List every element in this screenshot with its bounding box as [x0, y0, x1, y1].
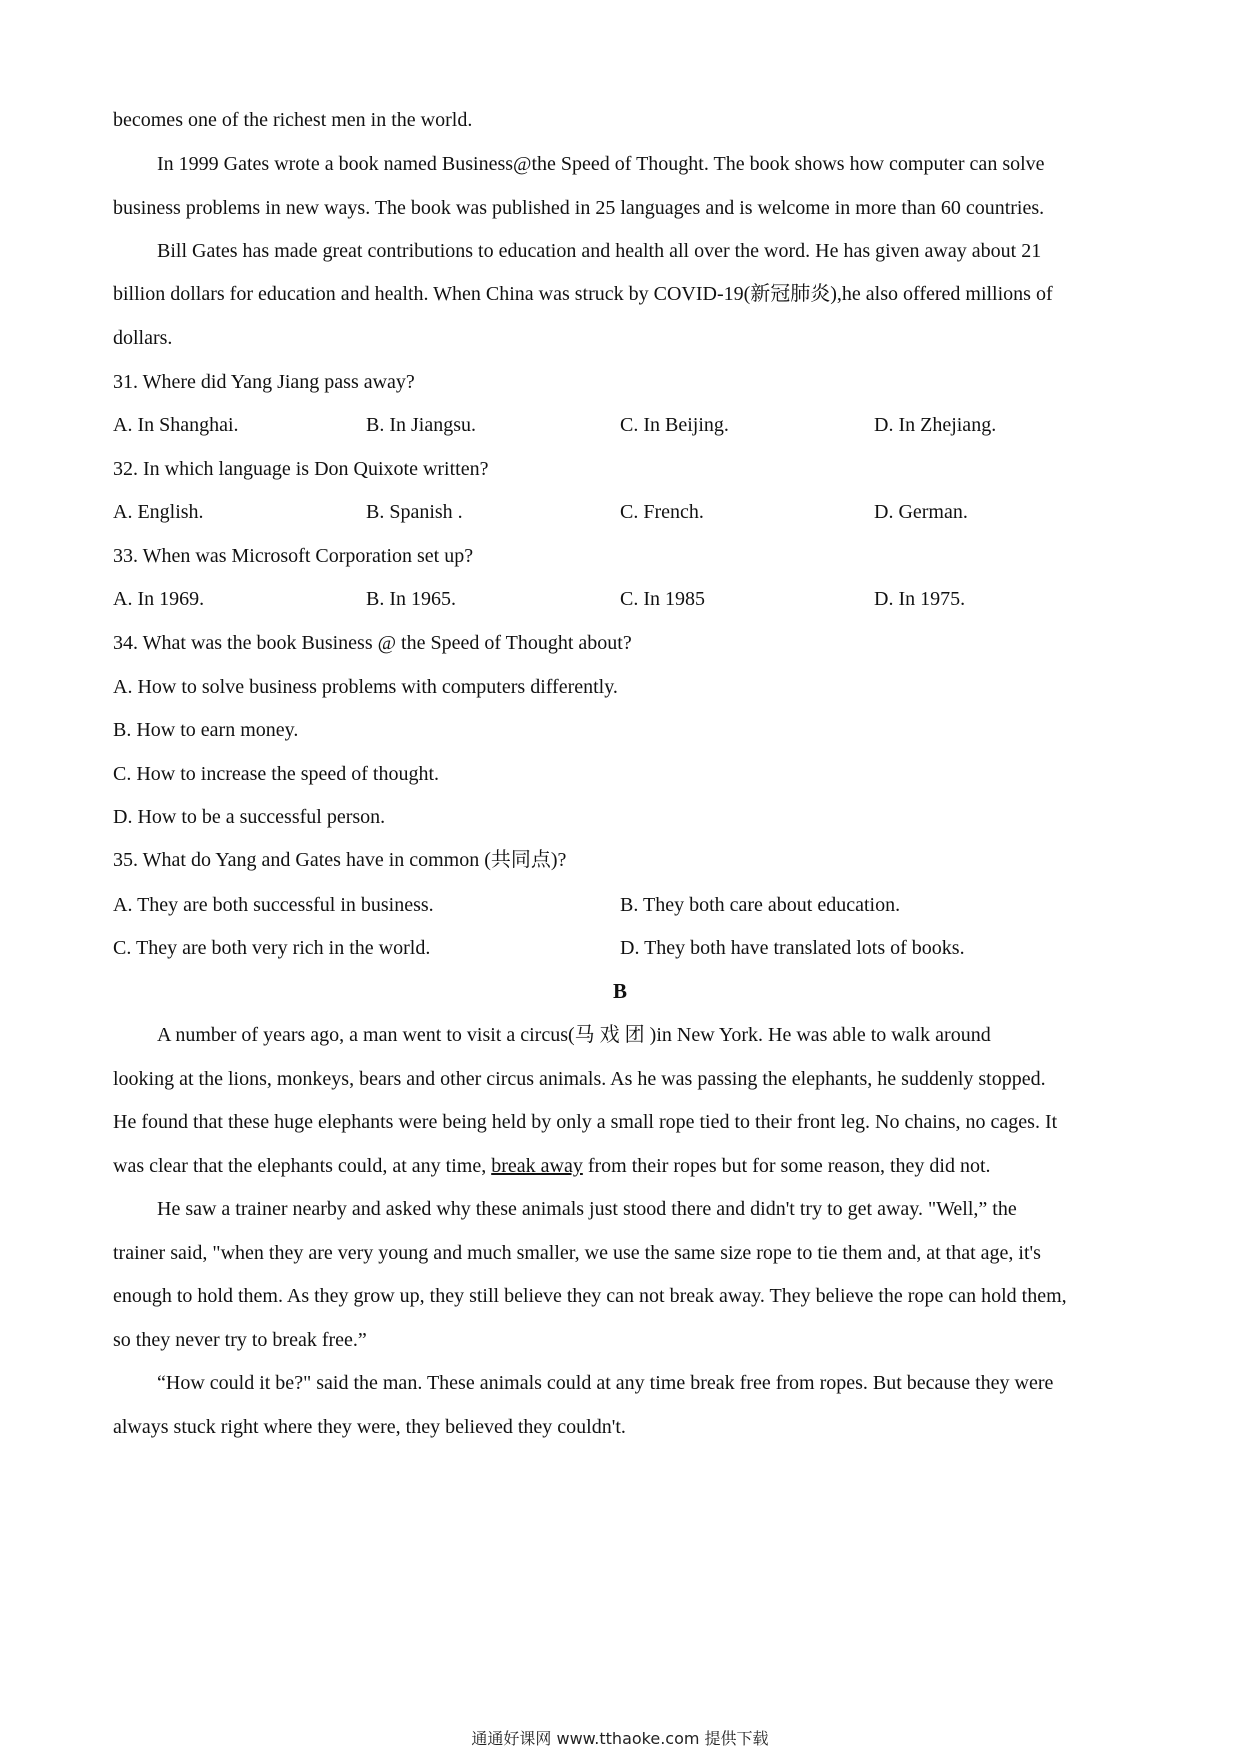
paragraph-line: [113, 1152, 1133, 1180]
option-32-b: B. Spanish .: [366, 501, 463, 523]
option-32-d: D. German.: [874, 501, 968, 523]
question-stem-35: 35. What do Yang and Gates have in common (共同点)?: [113, 849, 567, 871]
paragraph-line: In 1999 Gates wrote a book named Business@the Speed of Thought. The book shows how computer can solve: [157, 153, 1045, 175]
option-31-c: C. In Beijing.: [620, 414, 729, 436]
paragraph-line: business problems in new ways. The book was published in 25 languages and is welcome in more than 60 countries.: [113, 197, 1045, 219]
paragraph-line: looking at the lions, monkeys, bears and other circus animals. As he was passing the elephants, he suddenly stopped.: [113, 1068, 1046, 1090]
paragraph-line: trainer said, "when they are very young and much smaller, we use the same size rope to tie them and, at that age, it's: [113, 1242, 1041, 1264]
option-35-a: A. They are both successful in business.: [113, 894, 434, 916]
option-33-a: A. In 1969.: [113, 588, 205, 610]
option-33-b: B. In 1965.: [366, 588, 456, 610]
option-33-d: D. In 1975.: [874, 588, 966, 610]
option-31-d: D. In Zhejiang.: [874, 414, 997, 436]
paragraph-line: billion dollars for education and health. When China was struck by COVID-19(新冠肺炎),he also offered millions of: [113, 283, 1053, 305]
paragraph-line: A number of years ago, a man went to visit a circus(马 戏 团 )in New York. He was able to walk around: [157, 1024, 991, 1046]
page-footer: 通通好课网 www.tthaoke.com 提供下载: [471, 1729, 769, 1748]
option-34-b: B. How to earn money.: [113, 719, 299, 741]
option-33-c: C. In 1985: [620, 588, 705, 610]
paragraph-line: dollars.: [113, 327, 173, 349]
paragraph-line: always stuck right where they were, they believed they couldn't.: [113, 1416, 626, 1438]
paragraph-line: enough to hold them. As they grow up, they still believe they can not break away. They believe the rope can hold them,: [113, 1285, 1067, 1307]
text-run: was clear that the elephants could, at any time,: [113, 1155, 492, 1177]
section-title: B: [612, 979, 627, 1003]
option-34-a: A. How to solve business problems with computers differently.: [113, 676, 618, 698]
option-35-d: D. They both have translated lots of books.: [620, 937, 965, 959]
text-run: from their ropes but for some reason, they did not.: [582, 1155, 991, 1177]
question-stem-31: 31. Where did Yang Jiang pass away?: [113, 371, 415, 393]
question-stem-33: 33. When was Microsoft Corporation set up?: [113, 545, 474, 567]
paragraph-line: becomes one of the richest men in the world.: [113, 109, 473, 131]
option-35-c: C. They are both very rich in the world.: [113, 937, 431, 959]
option-31-a: A. In Shanghai.: [113, 414, 239, 436]
option-32-c: C. French.: [620, 501, 704, 523]
option-35-b: B. They both care about education.: [620, 894, 901, 916]
option-32-a: A. English.: [113, 501, 204, 523]
paragraph-line: He found that these huge elephants were being held by only a small rope tied to their front leg. No chains, no cages. It: [113, 1111, 1058, 1133]
option-34-d: D. How to be a successful person.: [113, 806, 386, 828]
option-31-b: B. In Jiangsu.: [366, 414, 476, 436]
question-stem-34: 34. What was the book Business @ the Speed of Thought about?: [113, 632, 632, 654]
paragraph-line: “How could it be?" said the man. These animals could at any time break free from ropes. But because they were: [157, 1372, 1054, 1394]
underlined-phrase: break away: [491, 1155, 583, 1177]
paragraph-line: so they never try to break free.”: [113, 1329, 367, 1351]
option-34-c: C. How to increase the speed of thought.: [113, 763, 440, 785]
paragraph-line: He saw a trainer nearby and asked why these animals just stood there and didn't try to get away. "Well,” the: [157, 1198, 1017, 1220]
paragraph-line: Bill Gates has made great contributions to education and health all over the word. He has given away about 21: [157, 240, 1042, 262]
question-stem-32: 32. In which language is Don Quixote written?: [113, 458, 489, 480]
